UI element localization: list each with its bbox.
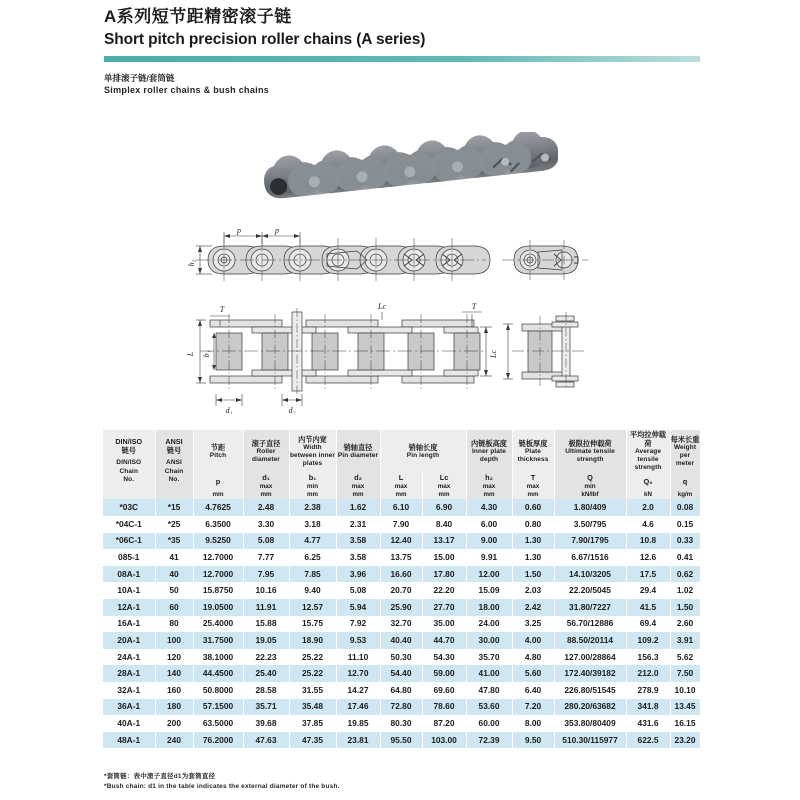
table-cell: 0.33 <box>670 533 700 550</box>
table-cell: 4.00 <box>512 632 554 649</box>
cell-din-iso-chain-no: 085-1 <box>103 549 155 566</box>
col-unit-pin-length-Lc: mm <box>422 491 466 499</box>
table-cell: 353.80/80409 <box>554 715 626 732</box>
table-cell: 4.6 <box>626 516 670 533</box>
cell-din-iso-chain-no: 32A-1 <box>103 682 155 699</box>
table-cell: 6.40 <box>512 682 554 699</box>
col-head-pitch-cn: 节距 <box>210 442 226 452</box>
table-cell: 2.38 <box>289 499 336 516</box>
table-cell: 3.96 <box>336 566 380 583</box>
col-symbol-pin-length-Lc: Lc max <box>422 473 466 492</box>
col-head-din-iso: DIN/ISO 链号 DIN/ISO Chain No. <box>103 430 155 491</box>
table-cell: 76.2000 <box>193 732 243 749</box>
table-cell: 4.77 <box>289 533 336 550</box>
col-unit-din-iso <box>103 491 155 499</box>
table-cell: 54.30 <box>422 649 466 666</box>
table-cell: 3.18 <box>289 516 336 533</box>
dim-label-T-left: T <box>219 305 225 314</box>
table-row <box>103 632 700 649</box>
table-cell: 0.60 <box>512 499 554 516</box>
col-unit-pitch: mm <box>193 491 243 499</box>
table-cell: 72.39 <box>466 732 512 749</box>
table-cell: 1.02 <box>670 582 700 599</box>
table-cell: 19.05 <box>243 632 289 649</box>
table-cell: 88.50/20114 <box>554 632 626 649</box>
cell-din-iso-chain-no: 36A-1 <box>103 699 155 716</box>
table-cell: 25.4000 <box>193 616 243 633</box>
table-cell: 226.80/51545 <box>554 682 626 699</box>
table-row <box>103 699 700 716</box>
col-unit-weight-per-meter: kg/m <box>670 491 700 499</box>
table-cell: 64.80 <box>380 682 422 699</box>
table-cell: 10.8 <box>626 533 670 550</box>
col-unit-ansi <box>155 491 193 499</box>
dim-label-p2: p <box>275 226 279 235</box>
page-header <box>104 6 704 50</box>
table-cell: 9.40 <box>289 582 336 599</box>
table-cell: 41.5 <box>626 599 670 616</box>
cell-ansi-chain-no: 140 <box>155 665 193 682</box>
col-head-pitch-en: Pitch <box>209 451 227 459</box>
table-row <box>103 649 700 666</box>
table-cell: 8.40 <box>422 516 466 533</box>
table-cell: 7.95 <box>243 566 289 583</box>
table-cell: 9.5250 <box>193 533 243 550</box>
table-cell: 24.00 <box>466 616 512 633</box>
table-cell: 38.1000 <box>193 649 243 666</box>
dim-label-h2: h₂ <box>187 259 196 267</box>
table-cell: 14.10/3205 <box>554 566 626 583</box>
col-head-average-tensile-strength: 平均拉伸载荷 Average tensile strength <box>626 430 670 473</box>
table-cell: 9.50 <box>512 732 554 749</box>
table-cell: 9.91 <box>466 549 512 566</box>
dim-label-d1: d₁ <box>225 406 233 414</box>
dim-label-Lc-right: Lc <box>489 350 498 358</box>
table-cell: 7.90 <box>380 516 422 533</box>
table-cell: 50.8000 <box>193 682 243 699</box>
dim-label-L: L <box>186 351 195 357</box>
footnote <box>104 772 664 791</box>
table-cell: 103.00 <box>422 732 466 749</box>
header-row-names <box>103 430 700 473</box>
subtitle-chinese: 单排滚子链/套筒链 <box>104 73 175 83</box>
table-cell: 29.4 <box>626 582 670 599</box>
subtitle-block <box>104 72 504 96</box>
table-row <box>103 665 700 682</box>
table-cell: 13.75 <box>380 549 422 566</box>
col-symbol-width-between-inner-plates: b₁ min <box>289 473 336 492</box>
table-cell: 4.30 <box>466 499 512 516</box>
table-cell: 69.4 <box>626 616 670 633</box>
cell-ansi-chain-no: 80 <box>155 616 193 633</box>
col-unit-ultimate-tensile-strength: kN/lbf <box>554 491 626 499</box>
table-cell: 47.35 <box>289 732 336 749</box>
table-cell: 341.8 <box>626 699 670 716</box>
cell-ansi-chain-no: 180 <box>155 699 193 716</box>
col-head-pitch <box>193 430 243 473</box>
col-symbol-pitch: p <box>193 473 243 492</box>
table-cell: 54.40 <box>380 665 422 682</box>
accent-divider <box>104 56 700 62</box>
table-cell: 22.20/5045 <box>554 582 626 599</box>
page-title-english: Short pitch precision roller chains (A series) <box>104 31 426 48</box>
table-cell: 3.58 <box>336 533 380 550</box>
table-cell: 1.50 <box>512 566 554 583</box>
table-cell: 56.70/12886 <box>554 616 626 633</box>
col-symbol-weight-per-meter: q <box>670 473 700 492</box>
col-symbol-inner-plate-depth: h₂ max <box>466 473 512 492</box>
table-body <box>103 499 700 748</box>
table-cell: 35.71 <box>243 699 289 716</box>
cell-ansi-chain-no: *25 <box>155 516 193 533</box>
table-cell: 12.57 <box>289 599 336 616</box>
table-cell: 6.00 <box>466 516 512 533</box>
table-cell: 15.00 <box>422 549 466 566</box>
table-row <box>103 533 700 550</box>
table-cell: 22.23 <box>243 649 289 666</box>
cell-ansi-chain-no: 60 <box>155 599 193 616</box>
dim-label-p1: p <box>237 226 241 235</box>
col-head-ultimate-tensile-strength: 极限拉伸载荷 Ultimate tensile strength <box>554 430 626 473</box>
table-cell: 31.7500 <box>193 632 243 649</box>
table-cell: 28.58 <box>243 682 289 699</box>
table-cell: 18.90 <box>289 632 336 649</box>
table-cell: 35.70 <box>466 649 512 666</box>
table-cell: 63.5000 <box>193 715 243 732</box>
cell-din-iso-chain-no: 12A-1 <box>103 599 155 616</box>
table-cell: 7.50 <box>670 665 700 682</box>
table-cell: 57.1500 <box>193 699 243 716</box>
cell-din-iso-chain-no: 10A-1 <box>103 582 155 599</box>
table-cell: 18.00 <box>466 599 512 616</box>
col-symbol-plate-thickness: T max <box>512 473 554 492</box>
table-cell: 59.00 <box>422 665 466 682</box>
table-cell: 280.20/63682 <box>554 699 626 716</box>
cell-din-iso-chain-no: 48A-1 <box>103 732 155 749</box>
table-row <box>103 566 700 583</box>
table-cell: 10.16 <box>243 582 289 599</box>
table-cell: 11.91 <box>243 599 289 616</box>
table-row <box>103 499 700 516</box>
table-cell: 19.0500 <box>193 599 243 616</box>
table-cell: 15.8750 <box>193 582 243 599</box>
col-head-ansi: ANSI 链号 ANSI Chain No. <box>155 430 193 491</box>
table-cell: 9.53 <box>336 632 380 649</box>
table-cell: 19.85 <box>336 715 380 732</box>
cell-din-iso-chain-no: 20A-1 <box>103 632 155 649</box>
table-cell: 3.50/795 <box>554 516 626 533</box>
col-unit-roller-diameter: mm <box>243 491 289 499</box>
table-cell: 12.7000 <box>193 566 243 583</box>
footnote-english: *Bush chain: d1 in the table indicates the external diameter of the bush. <box>104 782 340 790</box>
table-cell: 39.68 <box>243 715 289 732</box>
col-head-roller-diameter: 滚子直径 Roller diameter <box>243 430 289 473</box>
col-unit-average-tensile-strength: kN <box>626 491 670 499</box>
table-cell: 25.22 <box>289 649 336 666</box>
cell-ansi-chain-no: 120 <box>155 649 193 666</box>
table-cell: 0.80 <box>512 516 554 533</box>
table-cell: 9.00 <box>466 533 512 550</box>
table-cell: 2.48 <box>243 499 289 516</box>
cell-din-iso-chain-no: *03C <box>103 499 155 516</box>
table-cell: 80.30 <box>380 715 422 732</box>
cell-ansi-chain-no: *35 <box>155 533 193 550</box>
header-row-symbols <box>103 473 700 492</box>
cell-din-iso-chain-no: 40A-1 <box>103 715 155 732</box>
table-cell: 7.20 <box>512 699 554 716</box>
table-cell: 5.94 <box>336 599 380 616</box>
table-cell: 3.30 <box>243 516 289 533</box>
cell-din-iso-chain-no: 16A-1 <box>103 616 155 633</box>
table-cell: 1.50 <box>670 599 700 616</box>
table-cell: 8.00 <box>512 715 554 732</box>
table-row <box>103 682 700 699</box>
table-cell: 278.9 <box>626 682 670 699</box>
table-row <box>103 715 700 732</box>
table-cell: 16.15 <box>670 715 700 732</box>
table-cell: 2.42 <box>512 599 554 616</box>
table-cell: 23.81 <box>336 732 380 749</box>
table-cell: 50.30 <box>380 649 422 666</box>
table-cell: 6.90 <box>422 499 466 516</box>
table-cell: 25.40 <box>243 665 289 682</box>
table-cell: 95.50 <box>380 732 422 749</box>
col-unit-width-between-inner-plates: mm <box>289 491 336 499</box>
table-cell: 35.48 <box>289 699 336 716</box>
table-cell: 47.80 <box>466 682 512 699</box>
dim-label-T-right: T <box>471 302 477 311</box>
header-row-units <box>103 491 700 499</box>
table-cell: 12.70 <box>336 665 380 682</box>
table-cell: 12.6 <box>626 549 670 566</box>
table-cell: 16.60 <box>380 566 422 583</box>
table-cell: 13.17 <box>422 533 466 550</box>
table-cell: 5.08 <box>336 582 380 599</box>
table-cell: 10.10 <box>670 682 700 699</box>
table-cell: 30.00 <box>466 632 512 649</box>
col-unit-pin-diameter: mm <box>336 491 380 499</box>
table-row <box>103 516 700 533</box>
table-cell: 7.85 <box>289 566 336 583</box>
table-cell: 41.00 <box>466 665 512 682</box>
table-cell: 40.40 <box>380 632 422 649</box>
roller-chain-photo <box>258 132 558 217</box>
table-header <box>103 430 700 499</box>
cell-din-iso-chain-no: 08A-1 <box>103 566 155 583</box>
table-cell: 32.70 <box>380 616 422 633</box>
table-cell: 0.62 <box>670 566 700 583</box>
table-cell: 156.3 <box>626 649 670 666</box>
cell-din-iso-chain-no: 28A-1 <box>103 665 155 682</box>
table-cell: 44.70 <box>422 632 466 649</box>
cell-ansi-chain-no: 200 <box>155 715 193 732</box>
roller-chain-dimension-drawing <box>186 224 626 414</box>
table-cell: 2.60 <box>670 616 700 633</box>
table-cell: 72.80 <box>380 699 422 716</box>
col-head-width-between-inner-plates: 内节内宽 Width between inner plates <box>289 430 336 473</box>
table-cell: 1.30 <box>512 533 554 550</box>
table-cell: 6.67/1516 <box>554 549 626 566</box>
table-cell: 31.55 <box>289 682 336 699</box>
table-cell: 3.58 <box>336 549 380 566</box>
table-cell: 15.75 <box>289 616 336 633</box>
cell-ansi-chain-no: 240 <box>155 732 193 749</box>
table-cell: 0.41 <box>670 549 700 566</box>
cell-din-iso-chain-no: *04C-1 <box>103 516 155 533</box>
col-symbol-pin-length-L: L max <box>380 473 422 492</box>
table-cell: 78.60 <box>422 699 466 716</box>
col-symbol-roller-diameter: d₁ max <box>243 473 289 492</box>
table-cell: 7.77 <box>243 549 289 566</box>
table-cell: 12.7000 <box>193 549 243 566</box>
table-row <box>103 582 700 599</box>
specification-table <box>103 430 700 748</box>
table-row <box>103 599 700 616</box>
col-symbol-average-tensile-strength: Q₀ <box>626 473 670 492</box>
table-cell: 2.31 <box>336 516 380 533</box>
table-cell: 6.3500 <box>193 516 243 533</box>
table-cell: 12.40 <box>380 533 422 550</box>
table-cell: 0.08 <box>670 499 700 516</box>
table-row <box>103 732 700 749</box>
col-symbol-pin-diameter: d₂ max <box>336 473 380 492</box>
table-cell: 60.00 <box>466 715 512 732</box>
table-cell: 22.20 <box>422 582 466 599</box>
cell-ansi-chain-no: 41 <box>155 549 193 566</box>
dim-label-Lc-top: Lc <box>378 302 386 311</box>
table-cell: 25.22 <box>289 665 336 682</box>
col-head-pin-length: 销轴长度 Pin length <box>380 430 466 473</box>
cell-ansi-chain-no: 100 <box>155 632 193 649</box>
table-cell: 87.20 <box>422 715 466 732</box>
table-cell: 1.80/409 <box>554 499 626 516</box>
table-cell: 5.62 <box>670 649 700 666</box>
table-cell: 1.62 <box>336 499 380 516</box>
table-cell: 14.27 <box>336 682 380 699</box>
cell-ansi-chain-no: 40 <box>155 566 193 583</box>
table-cell: 127.00/28864 <box>554 649 626 666</box>
table-cell: 5.08 <box>243 533 289 550</box>
footnote-chinese: *套筒链：表中滚子直径d1为套筒直径 <box>104 773 216 780</box>
col-head-inner-plate-depth: 内链板高度 Inner plate depth <box>466 430 512 473</box>
cell-ansi-chain-no: 160 <box>155 682 193 699</box>
table-cell: 27.70 <box>422 599 466 616</box>
table-cell: 12.00 <box>466 566 512 583</box>
table-cell: 15.09 <box>466 582 512 599</box>
table-cell: 3.25 <box>512 616 554 633</box>
table-cell: 622.5 <box>626 732 670 749</box>
table-cell: 2.0 <box>626 499 670 516</box>
table-cell: 23.20 <box>670 732 700 749</box>
table-cell: 11.10 <box>336 649 380 666</box>
table-cell: 20.70 <box>380 582 422 599</box>
cell-din-iso-chain-no: 24A-1 <box>103 649 155 666</box>
table-cell: 5.60 <box>512 665 554 682</box>
table-row <box>103 549 700 566</box>
table-cell: 7.90/1795 <box>554 533 626 550</box>
table-cell: 17.80 <box>422 566 466 583</box>
col-head-pin-diameter: 销轴直径 Pin diameter <box>336 430 380 473</box>
table-cell: 0.15 <box>670 516 700 533</box>
table-cell: 7.92 <box>336 616 380 633</box>
table-cell: 4.7625 <box>193 499 243 516</box>
table-cell: 17.46 <box>336 699 380 716</box>
col-unit-inner-plate-depth: mm <box>466 491 512 499</box>
col-unit-pin-length-L: mm <box>380 491 422 499</box>
col-symbol-ultimate-tensile-strength: Q min <box>554 473 626 492</box>
table-cell: 37.85 <box>289 715 336 732</box>
table-cell: 69.60 <box>422 682 466 699</box>
page-title-chinese: A系列短节距精密滚子链 <box>104 7 292 26</box>
table-cell: 2.03 <box>512 582 554 599</box>
col-unit-plate-thickness: mm <box>512 491 554 499</box>
cell-ansi-chain-no: 50 <box>155 582 193 599</box>
table-cell: 44.4500 <box>193 665 243 682</box>
table-cell: 25.90 <box>380 599 422 616</box>
subtitle-english: Simplex roller chains & bush chains <box>104 85 270 95</box>
col-head-weight-per-meter: 每米长重 Weight per meter <box>670 430 700 473</box>
dim-label-b1: b₁ <box>202 350 211 358</box>
table-cell: 31.80/7227 <box>554 599 626 616</box>
col-head-plate-thickness: 链板厚度 Plate thickness <box>512 430 554 473</box>
table-cell: 431.6 <box>626 715 670 732</box>
table-cell: 6.10 <box>380 499 422 516</box>
table-cell: 53.60 <box>466 699 512 716</box>
dim-label-d2: d₂ <box>288 406 296 414</box>
table-cell: 35.00 <box>422 616 466 633</box>
table-cell: 510.30/115977 <box>554 732 626 749</box>
table-cell: 3.91 <box>670 632 700 649</box>
table-cell: 47.63 <box>243 732 289 749</box>
table-cell: 17.5 <box>626 566 670 583</box>
table-cell: 172.40/39182 <box>554 665 626 682</box>
table-cell: 109.2 <box>626 632 670 649</box>
table-cell: 1.30 <box>512 549 554 566</box>
table-row <box>103 616 700 633</box>
cell-din-iso-chain-no: *06C-1 <box>103 533 155 550</box>
table-cell: 15.88 <box>243 616 289 633</box>
table-cell: 4.80 <box>512 649 554 666</box>
table-cell: 6.25 <box>289 549 336 566</box>
cell-ansi-chain-no: *15 <box>155 499 193 516</box>
table-cell: 13.45 <box>670 699 700 716</box>
table-cell: 212.0 <box>626 665 670 682</box>
